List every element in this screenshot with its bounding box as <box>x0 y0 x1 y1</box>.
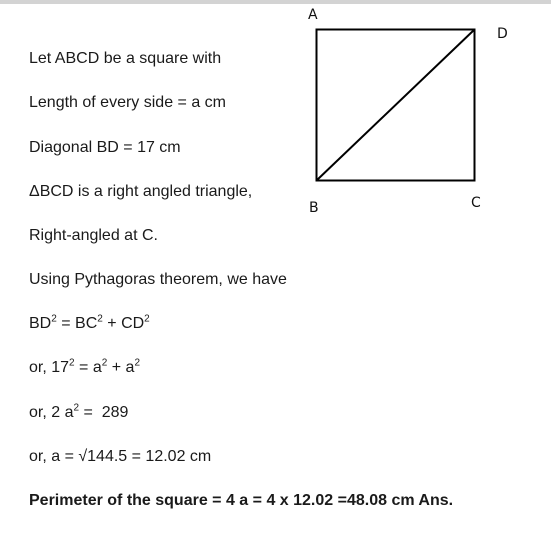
eq8-part-c: + a <box>107 359 135 376</box>
text-line-2: Length of every side = a cm <box>29 94 226 111</box>
eq7-part-a: BD <box>29 315 52 332</box>
text-line-5: Right-angled at C. <box>29 227 158 244</box>
text-line-1: Let ABCD be a square with <box>29 50 222 67</box>
label-vertex-d: D <box>497 26 508 42</box>
text-line-4: ΔBCD is a right angled triangle, <box>29 183 253 200</box>
eq8-part-a: or, 17 <box>29 359 70 376</box>
label-vertex-a: A <box>308 7 318 23</box>
eq7-exp-b: 2 <box>97 313 103 325</box>
eq8-exp-c: 2 <box>134 357 140 369</box>
eq7-exp-a: 2 <box>51 313 57 325</box>
diagonal-bd <box>317 30 475 181</box>
equation-line-9 <box>29 403 128 423</box>
text-line-3: Diagonal BD = 17 cm <box>29 139 181 156</box>
eq9-part-b: = 289 <box>79 404 129 421</box>
text-line-6: Using Pythagoras theorem, we have <box>29 271 287 288</box>
eq7-part-c: + CD <box>102 315 145 332</box>
answer-line: Perimeter of the square = 4 a = 4 x 12.02 =48.08 cm Ans. <box>29 492 454 509</box>
text-line-10: or, a = √144.5 = 12.02 cm <box>29 448 212 465</box>
eq8-part-b: = a <box>74 359 102 376</box>
eq7-part-b: = BC <box>56 315 98 332</box>
equation-line-7 <box>29 314 150 334</box>
eq7-exp-c: 2 <box>144 313 150 325</box>
eq9-exp-a: 2 <box>73 402 80 414</box>
eq8-exp-b: 2 <box>101 357 108 369</box>
eq8-exp-a: 2 <box>69 357 75 369</box>
eq9-part-a: or, 2 a <box>29 404 74 421</box>
equation-line-8 <box>29 358 140 378</box>
label-vertex-b: B <box>309 200 319 216</box>
label-vertex-c: C <box>471 195 481 211</box>
